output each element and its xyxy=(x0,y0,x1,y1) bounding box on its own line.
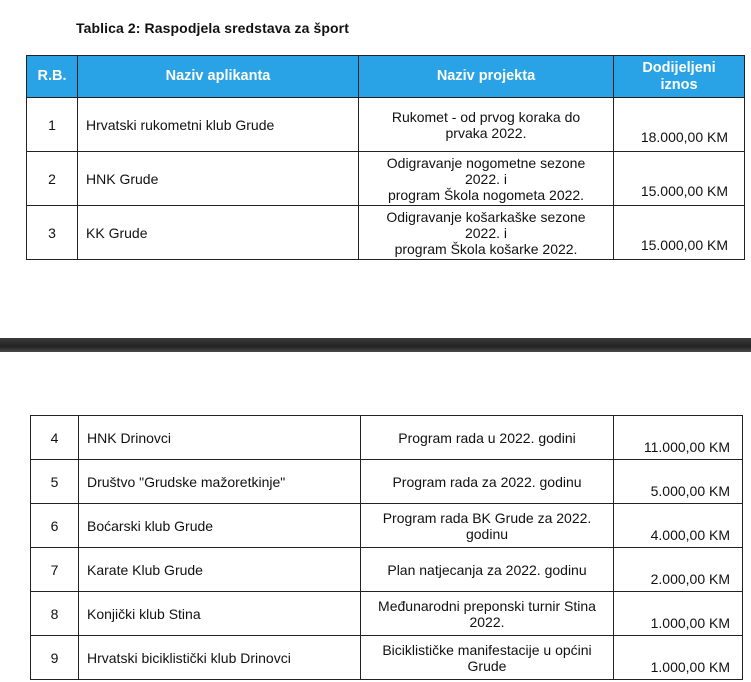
row-number: 2 xyxy=(27,152,78,206)
project-name-line: Odigravanje košarkaške sezone xyxy=(386,208,586,225)
table-row xyxy=(31,548,743,592)
allocated-amount: 1.000,00 KM xyxy=(614,636,743,680)
allocated-amount: 5.000,00 KM xyxy=(614,460,743,504)
allocated-amount: 15.000,00 KM xyxy=(614,152,745,206)
allocated-amount: 11.000,00 KM xyxy=(614,416,743,460)
header-project: Naziv projekta xyxy=(359,56,614,98)
applicant-name: Karate Klub Grude xyxy=(79,548,361,592)
applicant-name: Hrvatski biciklistički klub Drinovci xyxy=(79,636,361,680)
table-row xyxy=(31,460,743,504)
row-number: 4 xyxy=(31,416,79,460)
header-amount xyxy=(614,56,745,98)
project-name-line: Grude xyxy=(467,657,507,674)
page-break-divider xyxy=(0,338,751,352)
row-number: 7 xyxy=(31,548,79,592)
table-title: Tablica 2: Raspodjela sredstava za šport xyxy=(76,20,349,36)
allocation-table-part-2 xyxy=(30,415,743,680)
project-name xyxy=(361,592,614,636)
table-row xyxy=(31,416,743,460)
row-number: 5 xyxy=(31,460,79,504)
table-row xyxy=(27,98,745,152)
project-name-line: 2022. xyxy=(469,613,505,630)
allocated-amount: 1.000,00 KM xyxy=(614,592,743,636)
project-name-line: godinu xyxy=(465,525,509,542)
allocated-amount: 2.000,00 KM xyxy=(614,548,743,592)
project-name-line: Rukomet - od prvog koraka do xyxy=(391,108,581,125)
header-applicant: Naziv aplikanta xyxy=(78,56,359,98)
allocation-table-part-1 xyxy=(26,55,745,260)
applicant-name: KK Grude xyxy=(78,206,359,260)
project-name-line: Plan natjecanja za 2022. godinu xyxy=(387,561,587,578)
applicant-name: Društvo "Grudske mažoretkinje" xyxy=(79,460,361,504)
project-name xyxy=(361,416,614,460)
project-name-line: Program rada BK Grude za 2022. xyxy=(382,509,592,526)
row-number: 6 xyxy=(31,504,79,548)
project-name xyxy=(359,98,614,152)
row-number: 8 xyxy=(31,592,79,636)
header-rb: R.B. xyxy=(27,56,78,98)
project-name-line: 2022. i xyxy=(464,170,508,187)
project-name-line: prvaka 2022. xyxy=(445,124,527,141)
allocated-amount: 4.000,00 KM xyxy=(614,504,743,548)
allocated-amount: 15.000,00 KM xyxy=(614,206,745,260)
project-name-line: program Škola nogometa 2022. xyxy=(387,186,585,203)
project-name xyxy=(361,460,614,504)
project-name xyxy=(359,152,614,206)
applicant-name: HNK Grude xyxy=(78,152,359,206)
header-amount-line2: iznos xyxy=(660,76,698,93)
table-row xyxy=(31,636,743,680)
row-number: 9 xyxy=(31,636,79,680)
row-number: 3 xyxy=(27,206,78,260)
applicant-name: Konjički klub Stina xyxy=(79,592,361,636)
table-row xyxy=(27,206,745,260)
project-name xyxy=(359,206,614,260)
applicant-name: Boćarski klub Grude xyxy=(79,504,361,548)
applicant-name: Hrvatski rukometni klub Grude xyxy=(78,98,359,152)
table-row xyxy=(31,504,743,548)
project-name-line: Odigravanje nogometne sezone xyxy=(386,154,586,171)
project-name-line: Program rada za 2022. godinu xyxy=(392,473,582,490)
allocated-amount: 18.000,00 KM xyxy=(614,98,745,152)
project-name xyxy=(361,548,614,592)
project-name-line: 2022. i xyxy=(464,224,508,241)
project-name-line: Program rada u 2022. godini xyxy=(398,429,576,446)
table-row xyxy=(31,592,743,636)
header-amount-line1: Dodijeljeni xyxy=(642,59,716,76)
project-name-line: Međunarodni preponski turnir Stina xyxy=(378,597,596,614)
table-row xyxy=(27,152,745,206)
applicant-name: HNK Drinovci xyxy=(79,416,361,460)
row-number: 1 xyxy=(27,98,78,152)
project-name xyxy=(361,636,614,680)
table-header-row xyxy=(27,56,745,98)
project-name-line: Biciklističke manifestacije u općini xyxy=(382,641,592,658)
project-name xyxy=(361,504,614,548)
project-name-line: program Škola košarke 2022. xyxy=(394,240,578,257)
